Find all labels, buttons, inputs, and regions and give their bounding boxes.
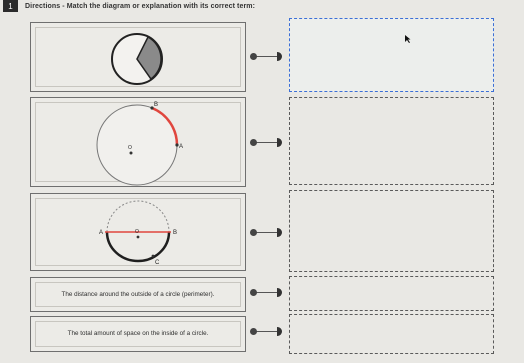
label-a: A xyxy=(179,144,184,150)
dotted-upper-arc xyxy=(107,201,169,232)
diagram-card-sector[interactable] xyxy=(30,22,246,92)
arc-diagram xyxy=(31,98,247,188)
connector-dot xyxy=(250,53,257,60)
text-card-area[interactable] xyxy=(30,316,246,352)
connector-dot xyxy=(250,328,257,335)
label-b: B xyxy=(173,230,178,236)
connector-handle-4[interactable] xyxy=(250,288,290,298)
drop-zone-3[interactable] xyxy=(289,190,494,272)
point-c-dot xyxy=(152,255,155,258)
center-dot xyxy=(137,236,140,239)
text-card-perimeter[interactable] xyxy=(30,277,246,312)
card-frame xyxy=(35,282,241,307)
drop-zone-2[interactable] xyxy=(289,97,494,185)
drop-zone-5[interactable] xyxy=(289,314,494,354)
sector-diagram xyxy=(31,23,247,93)
label-b: B xyxy=(154,102,159,108)
diameter-diagram xyxy=(31,194,247,272)
connector-dot xyxy=(250,289,257,296)
label-center: O xyxy=(128,145,132,151)
connector-half-dot xyxy=(277,52,282,61)
header-bar xyxy=(0,0,524,12)
center-dot xyxy=(130,152,133,155)
connector-handle-3[interactable] xyxy=(250,228,290,238)
drop-zone-1[interactable] xyxy=(289,18,494,92)
mouse-pointer-icon xyxy=(405,35,411,43)
diagram-card-arc[interactable] xyxy=(30,97,246,187)
card-frame xyxy=(35,321,241,347)
connector-handle-1[interactable] xyxy=(250,52,290,62)
diagram-card-diameter[interactable] xyxy=(30,193,246,271)
directions-text: Directions - Match the diagram or explanation with its correct term: xyxy=(25,2,256,10)
connector-handle-2[interactable] xyxy=(250,138,290,148)
drop-zone-4[interactable] xyxy=(289,276,494,311)
connector-half-dot xyxy=(277,288,282,297)
connector-dot xyxy=(250,229,257,236)
connector-handle-5[interactable] xyxy=(250,327,290,337)
label-a: A xyxy=(99,230,104,236)
card-text-area: The total amount of space on the inside of a circle. xyxy=(67,330,209,337)
label-center: O xyxy=(135,229,139,235)
connector-half-dot xyxy=(277,228,282,237)
connector-half-dot xyxy=(277,327,282,336)
label-c: C xyxy=(155,260,160,266)
connector-half-dot xyxy=(277,138,282,147)
card-text-perimeter: The distance around the outside of a circle (perimeter). xyxy=(61,290,215,298)
question-number-badge: 1 xyxy=(3,0,18,12)
connector-dot xyxy=(250,139,257,146)
